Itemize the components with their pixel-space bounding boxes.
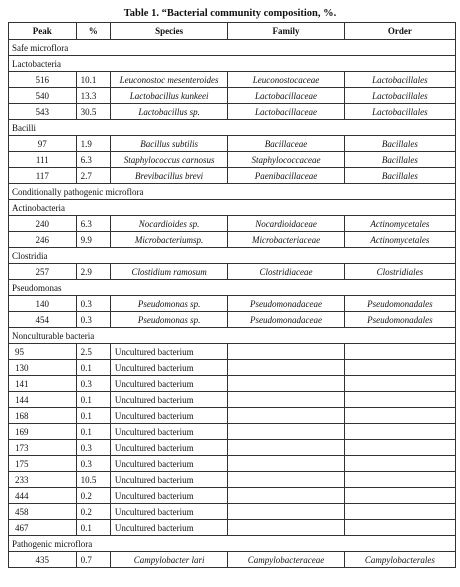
order-cell xyxy=(344,376,455,392)
percent-cell: 9.9 xyxy=(76,232,110,248)
header-row xyxy=(9,23,456,40)
species-cell: Uncultured bacterium xyxy=(110,392,227,408)
group-row xyxy=(9,280,456,296)
group-row xyxy=(9,120,456,136)
order-cell xyxy=(344,360,455,376)
species-cell: Leuconostoc mesenteroides xyxy=(110,72,227,88)
table-row xyxy=(9,376,456,392)
table-row xyxy=(9,88,456,104)
percent-cell: 0.3 xyxy=(76,456,110,472)
species-cell: Uncultured bacterium xyxy=(110,472,227,488)
family-cell xyxy=(228,520,344,536)
peak-cell: 233 xyxy=(9,472,77,488)
species-cell: Pseudomonas sp. xyxy=(110,296,227,312)
table-row xyxy=(9,360,456,376)
species-cell: Brevibacillus brevi xyxy=(110,168,227,184)
order-cell: Clostridiales xyxy=(344,264,455,280)
family-cell xyxy=(228,392,344,408)
header-peak: Peak xyxy=(9,23,77,40)
group-label: Bacilli xyxy=(9,120,456,136)
family-cell: Microbacteriaceae xyxy=(228,232,344,248)
section-row xyxy=(9,536,456,552)
family-cell: Lactobacillaceae xyxy=(228,88,344,104)
peak-cell: 175 xyxy=(9,456,77,472)
order-cell xyxy=(344,472,455,488)
percent-cell: 1.9 xyxy=(76,136,110,152)
table-row xyxy=(9,232,456,248)
percent-cell: 0.3 xyxy=(76,376,110,392)
percent-cell: 0.2 xyxy=(76,488,110,504)
peak-cell: 540 xyxy=(9,88,77,104)
percent-cell: 0.7 xyxy=(76,552,110,568)
family-cell xyxy=(228,440,344,456)
order-cell: Lactobacillales xyxy=(344,104,455,120)
group-label: Lactobacteria xyxy=(9,56,456,72)
percent-cell: 0.2 xyxy=(76,504,110,520)
table-row xyxy=(9,216,456,232)
peak-cell: 144 xyxy=(9,392,77,408)
peak-cell: 444 xyxy=(9,488,77,504)
order-cell xyxy=(344,408,455,424)
table-row xyxy=(9,408,456,424)
order-cell xyxy=(344,520,455,536)
percent-cell: 2.9 xyxy=(76,264,110,280)
peak-cell: 111 xyxy=(9,152,77,168)
table-row xyxy=(9,152,456,168)
peak-cell: 141 xyxy=(9,376,77,392)
peak-cell: 435 xyxy=(9,552,77,568)
order-cell: Actinomycetales xyxy=(344,232,455,248)
order-cell xyxy=(344,424,455,440)
species-cell: Bacillus subtilis xyxy=(110,136,227,152)
percent-cell: 0.1 xyxy=(76,408,110,424)
family-cell xyxy=(228,344,344,360)
species-cell: Pseudomonas sp. xyxy=(110,312,227,328)
species-cell: Uncultured bacterium xyxy=(110,408,227,424)
group-row xyxy=(9,56,456,72)
order-cell xyxy=(344,344,455,360)
family-cell xyxy=(228,504,344,520)
family-cell: Bacillaceae xyxy=(228,136,344,152)
percent-cell: 30.5 xyxy=(76,104,110,120)
peak-cell: 173 xyxy=(9,440,77,456)
species-cell: Uncultured bacterium xyxy=(110,424,227,440)
group-label: Clostridia xyxy=(9,248,456,264)
table-row xyxy=(9,312,456,328)
peak-cell: 95 xyxy=(9,344,77,360)
family-cell xyxy=(228,456,344,472)
header-species: Species xyxy=(110,23,227,40)
table-row xyxy=(9,104,456,120)
family-cell: Clostridiaceae xyxy=(228,264,344,280)
group-row xyxy=(9,248,456,264)
species-cell: Nocardioides sp. xyxy=(110,216,227,232)
percent-cell: 2.7 xyxy=(76,168,110,184)
family-cell: Staphylococcaceae xyxy=(228,152,344,168)
table-row xyxy=(9,440,456,456)
peak-cell: 169 xyxy=(9,424,77,440)
percent-cell: 6.3 xyxy=(76,216,110,232)
peak-cell: 140 xyxy=(9,296,77,312)
percent-cell: 0.3 xyxy=(76,440,110,456)
percent-cell: 0.1 xyxy=(76,392,110,408)
order-cell: Campylobacterales xyxy=(344,552,455,568)
family-cell xyxy=(228,376,344,392)
group-label: Pseudomonas xyxy=(9,280,456,296)
header-family: Family xyxy=(228,23,344,40)
peak-cell: 168 xyxy=(9,408,77,424)
family-cell: Paenibacillaceae xyxy=(228,168,344,184)
percent-cell: 0.3 xyxy=(76,296,110,312)
family-cell: Pseudomonadaceae xyxy=(228,296,344,312)
species-cell: Clostidium ramosum xyxy=(110,264,227,280)
species-cell: Campylobacter lari xyxy=(110,552,227,568)
section-row xyxy=(9,40,456,56)
peak-cell: 257 xyxy=(9,264,77,280)
peak-cell: 130 xyxy=(9,360,77,376)
percent-cell: 13.3 xyxy=(76,88,110,104)
order-cell: Bacillales xyxy=(344,168,455,184)
percent-cell: 0.1 xyxy=(76,520,110,536)
table-row xyxy=(9,552,456,568)
percent-cell: 6.3 xyxy=(76,152,110,168)
percent-cell: 0.3 xyxy=(76,312,110,328)
table-row xyxy=(9,504,456,520)
peak-cell: 458 xyxy=(9,504,77,520)
order-cell xyxy=(344,488,455,504)
order-cell: Pseudomonadales xyxy=(344,296,455,312)
section-label: Pathogenic microflora xyxy=(9,536,456,552)
group-label: Nonculturable bacteria xyxy=(9,328,456,344)
group-label: Actinobacteria xyxy=(9,200,456,216)
family-cell: Pseudomonadaceae xyxy=(228,312,344,328)
family-cell: Campylobacteraceae xyxy=(228,552,344,568)
order-cell xyxy=(344,440,455,456)
family-cell: Nocardioidaceae xyxy=(228,216,344,232)
family-cell xyxy=(228,424,344,440)
peak-cell: 117 xyxy=(9,168,77,184)
species-cell: Microbacteriumsp. xyxy=(110,232,227,248)
species-cell: Uncultured bacterium xyxy=(110,440,227,456)
table-row xyxy=(9,296,456,312)
family-cell xyxy=(228,472,344,488)
table-row xyxy=(9,424,456,440)
order-cell: Lactobacillales xyxy=(344,88,455,104)
group-row xyxy=(9,328,456,344)
header-order: Order xyxy=(344,23,455,40)
species-cell: Uncultured bacterium xyxy=(110,488,227,504)
header-percent: % xyxy=(76,23,110,40)
peak-cell: 246 xyxy=(9,232,77,248)
section-label: Conditionally pathogenic microflora xyxy=(9,184,456,200)
table-caption: Table 1. “Bacterial community composition, %. xyxy=(123,8,337,19)
species-cell: Uncultured bacterium xyxy=(110,360,227,376)
species-cell: Uncultured bacterium xyxy=(110,520,227,536)
table-row xyxy=(9,344,456,360)
peak-cell: 467 xyxy=(9,520,77,536)
peak-cell: 454 xyxy=(9,312,77,328)
order-cell: Pseudomonadales xyxy=(344,312,455,328)
species-cell: Uncultured bacterium xyxy=(110,504,227,520)
species-cell: Lactobacillus kunkeei xyxy=(110,88,227,104)
family-cell: Leuconostocaceae xyxy=(228,72,344,88)
peak-cell: 543 xyxy=(9,104,77,120)
family-cell xyxy=(228,408,344,424)
peak-cell: 240 xyxy=(9,216,77,232)
peak-cell: 516 xyxy=(9,72,77,88)
table-row xyxy=(9,72,456,88)
table-row xyxy=(9,488,456,504)
group-row xyxy=(9,200,456,216)
order-cell xyxy=(344,504,455,520)
family-cell xyxy=(228,360,344,376)
family-cell: Lactobacillaceae xyxy=(228,104,344,120)
species-cell: Uncultured bacterium xyxy=(110,456,227,472)
table-row xyxy=(9,264,456,280)
species-cell: Staphylococcus carnosus xyxy=(110,152,227,168)
order-cell: Lactobacillales xyxy=(344,72,455,88)
species-cell: Lactobacillus sp. xyxy=(110,104,227,120)
order-cell: Bacillales xyxy=(344,136,455,152)
table-row xyxy=(9,472,456,488)
table-row xyxy=(9,456,456,472)
table-row xyxy=(9,520,456,536)
species-cell: Uncultured bacterium xyxy=(110,344,227,360)
table-row xyxy=(9,136,456,152)
table-row xyxy=(9,168,456,184)
family-cell xyxy=(228,488,344,504)
percent-cell: 10.5 xyxy=(76,472,110,488)
section-row xyxy=(9,184,456,200)
percent-cell: 0.1 xyxy=(76,424,110,440)
percent-cell: 10.1 xyxy=(76,72,110,88)
order-cell: Actinomycetales xyxy=(344,216,455,232)
order-cell xyxy=(344,392,455,408)
percent-cell: 0.1 xyxy=(76,360,110,376)
section-label: Safe microflora xyxy=(9,40,456,56)
species-cell: Uncultured bacterium xyxy=(110,376,227,392)
percent-cell: 2.5 xyxy=(76,344,110,360)
bacterial-composition-table xyxy=(8,22,456,568)
order-cell xyxy=(344,456,455,472)
table-row xyxy=(9,392,456,408)
peak-cell: 97 xyxy=(9,136,77,152)
order-cell: Bacillales xyxy=(344,152,455,168)
